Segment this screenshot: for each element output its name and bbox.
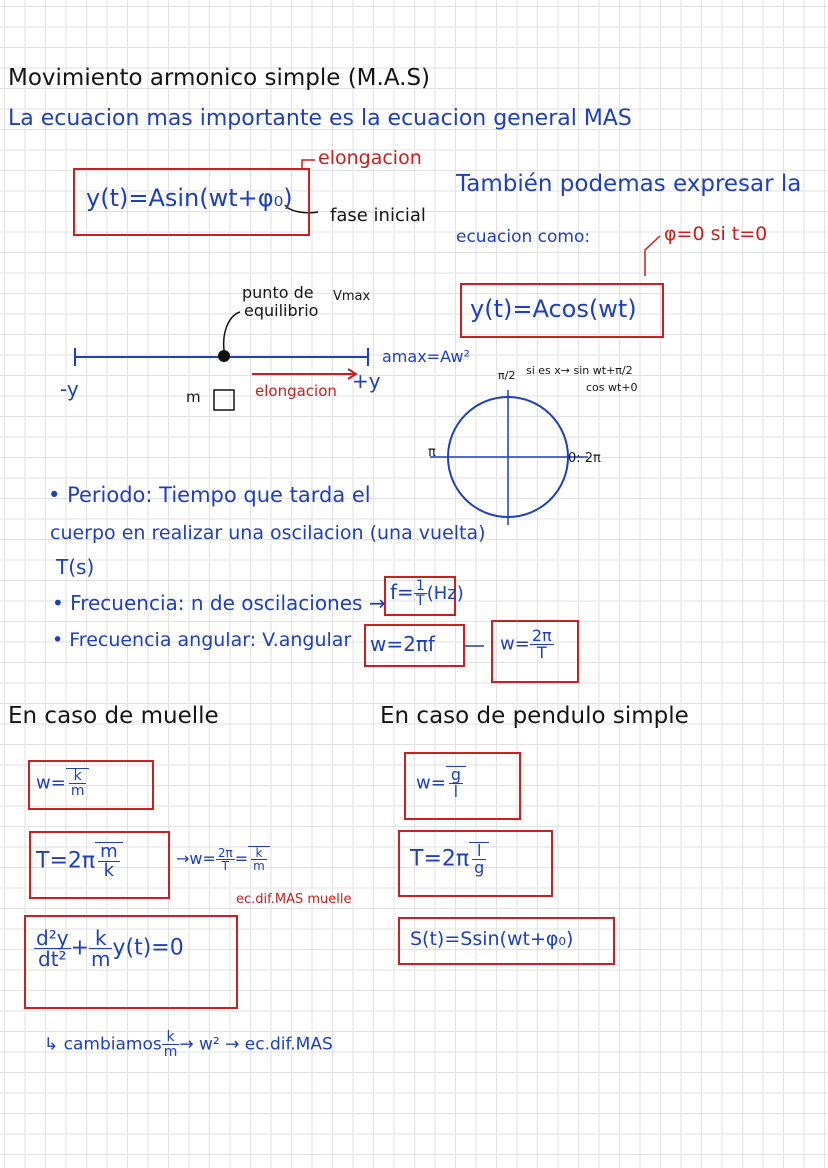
muelle-rel-den2: m xyxy=(253,859,265,873)
pendulo-T-fraction xyxy=(472,843,486,876)
pendulo-T-den: g xyxy=(474,858,485,877)
alt-heading-1: También podemas expresar la xyxy=(456,171,802,197)
frecuencia-line: • Frecuencia: n de oscilaciones → xyxy=(52,591,386,615)
circle-note-1: si es x→ sin wt+π/2 xyxy=(526,364,633,377)
muelle-relation xyxy=(176,846,270,872)
swap-den: m xyxy=(163,1044,178,1060)
swap-text-1: ↳ cambiamos xyxy=(44,1034,162,1055)
muelle-rel-lhs: →w= xyxy=(176,849,216,868)
vmax-label: Vmax xyxy=(333,289,371,304)
angular-w-den: T xyxy=(536,643,547,662)
pendulo-w-den: l xyxy=(453,782,459,801)
diff-tail: y(t)=0 xyxy=(112,935,184,961)
muelle-rel-num2: k xyxy=(251,847,267,860)
k-num: k xyxy=(89,928,112,949)
k-fraction xyxy=(89,928,112,969)
alt-condition: φ=0 si t=0 xyxy=(664,223,768,245)
f-den: T xyxy=(415,593,425,609)
axis-elongacion-label: elongacion xyxy=(255,382,337,400)
pendulo-w-num: g xyxy=(450,765,461,784)
muelle-T-formula xyxy=(36,842,123,880)
elongacion-note: elongacion xyxy=(318,147,422,169)
frecuencia-formula xyxy=(390,579,464,608)
angular-w-lhs: w= xyxy=(500,633,530,655)
equilibrium-dot xyxy=(218,350,230,362)
frecuencia-text: n de oscilaciones → xyxy=(190,591,386,615)
d-num: d²y xyxy=(36,926,69,950)
muelle-rel-fraction xyxy=(216,847,235,872)
muelle-T-fraction xyxy=(98,843,120,880)
d-den: dt² xyxy=(38,947,67,971)
pendulo-heading: En caso de pendulo simple xyxy=(380,703,689,729)
pendulo-T-root xyxy=(469,842,489,876)
circle-right-label: 0: 2π xyxy=(568,451,601,466)
angular-w-num: 2π xyxy=(531,626,552,645)
periodo-text-1: Tiempo que tarda el xyxy=(159,483,371,507)
muelle-T-den: k xyxy=(103,860,115,881)
page-title: Movimiento armonico simple (M.A.S) xyxy=(8,65,431,91)
circle-top-label: π/2 xyxy=(498,369,516,382)
muelle-rel-num: 2π xyxy=(217,846,233,860)
angular-line: • Frecuencia angular: V.angular xyxy=(52,629,352,651)
circle-left-label: π xyxy=(428,445,436,460)
muelle-w-root xyxy=(66,768,90,798)
punto-label-2: equilibrio xyxy=(244,301,319,320)
frecuencia-label: Frecuencia: xyxy=(70,591,185,615)
circle-note-2: cos wt+0 xyxy=(586,381,638,394)
angular-w-fraction xyxy=(530,628,554,661)
pendulo-w-lhs: w= xyxy=(416,772,446,794)
muelle-T-num: m xyxy=(100,841,118,862)
muelle-heading: En caso de muelle xyxy=(8,703,219,729)
muelle-w-num: k xyxy=(69,769,87,784)
condition-arrow xyxy=(645,236,660,276)
pendulo-w-fraction xyxy=(449,767,463,800)
k-den: m xyxy=(91,947,111,971)
muelle-T-root xyxy=(95,842,123,880)
muelle-w-lhs: w= xyxy=(36,772,66,794)
f-num: 1 xyxy=(415,578,425,594)
spring-label: m xyxy=(186,388,201,406)
f-lhs: f= xyxy=(390,580,414,604)
angular-text: V.angular xyxy=(262,629,352,651)
angular-label: Frecuencia angular: xyxy=(69,629,257,651)
swap-text-2: → w² → ec.dif.MAS xyxy=(179,1034,333,1055)
muelle-rel-den: T xyxy=(221,859,229,873)
punto-label-1: punto de xyxy=(242,283,314,302)
alt-equation: y(t)=Acos(wt) xyxy=(470,295,637,323)
muelle-swap xyxy=(44,1030,333,1059)
pendulo-w-formula xyxy=(416,766,466,800)
swap-fraction xyxy=(162,1030,180,1059)
general-equation: y(t)=Asin(wt+φ₀) xyxy=(86,184,293,212)
spring-block xyxy=(214,390,234,410)
equilibrium-arrow xyxy=(224,312,240,350)
muelle-rel-fraction-2 xyxy=(251,847,267,872)
intro-text: La ecuacion mas importante es la ecuacion general MAS xyxy=(8,106,632,131)
f-fraction xyxy=(414,579,427,608)
pendulo-w-root xyxy=(446,766,466,800)
muelle-rel-eq: = xyxy=(234,849,249,868)
muelle-w-formula xyxy=(36,768,89,798)
alt-heading-2: ecuacion como: xyxy=(456,227,591,247)
muelle-w-fraction xyxy=(69,769,87,798)
muelle-w-den: m xyxy=(70,783,85,799)
neg-y-label: -y xyxy=(60,377,79,401)
periodo-symbol: T(s) xyxy=(56,555,95,579)
periodo-text-2: cuerpo en realizar una oscilacion (una vuelta) xyxy=(50,522,486,544)
d-fraction xyxy=(34,928,71,969)
f-unit: (Hz) xyxy=(426,583,464,604)
angular-w-formula xyxy=(500,628,554,661)
pendulo-T-lhs: T=2π xyxy=(410,846,470,872)
muelle-rel-root xyxy=(248,846,270,872)
pendulo-T-num: l xyxy=(472,843,486,860)
pendulo-s-equation: S(t)=Ssin(wt+φ₀) xyxy=(410,928,574,950)
swap-num: k xyxy=(162,1030,180,1045)
ecdif-note: ec.dif.MAS muelle xyxy=(236,892,352,907)
periodo-line-1: • Periodo: Tiempo que tarda el xyxy=(48,483,371,507)
fase-inicial-note: fase inicial xyxy=(330,205,426,226)
muelle-diff-formula xyxy=(34,928,184,969)
amax-label: amax=Aw² xyxy=(382,347,470,366)
pos-y-label: +y xyxy=(352,369,381,393)
muelle-T-lhs: T=2π xyxy=(36,848,96,874)
diff-plus: + xyxy=(70,935,89,961)
angular-eq: w=2πf xyxy=(370,632,435,656)
pendulo-T-formula xyxy=(410,842,489,876)
periodo-label: Periodo: xyxy=(67,483,153,507)
